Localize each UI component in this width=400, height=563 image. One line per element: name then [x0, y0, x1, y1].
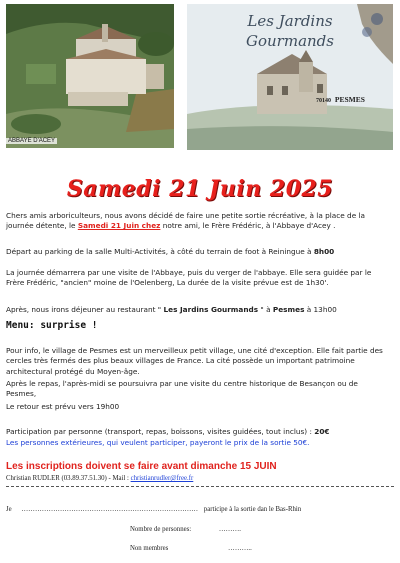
departure-time: 8h00 [313, 247, 335, 256]
abbey-photo [6, 4, 174, 148]
intro-paragraph [6, 211, 390, 232]
lunch-paragraph [6, 305, 390, 315]
form-name-field[interactable]: …………………………………………………………………… [21, 506, 199, 513]
afternoon-paragraph: Après le repas, l'après-midi se poursuivra par une visite du centre historique de Besançon ou de Pesmes, [6, 379, 358, 399]
contact-line [6, 475, 193, 482]
externals-line: Les personnes extérieures, qui veulent participer, payeront le prix de la sortie 50€. [6, 438, 310, 447]
departure-paragraph [6, 247, 390, 257]
form-je-suffix: participe à la sortie dan le Bas-Rhin [203, 506, 302, 513]
form-persons-row [130, 526, 241, 533]
lunch-town: Pesmes [272, 305, 305, 314]
abbey-caption: ABBAYE D'ACEY [8, 138, 56, 144]
form-nonmembers-field[interactable]: ……….. [228, 545, 252, 552]
pesmes-label [316, 95, 365, 104]
lunch-place: Les Jardins Gourmands [163, 305, 259, 314]
cut-line-divider [6, 486, 394, 487]
lunch-text-c: à 13h00 [304, 305, 337, 314]
participation-text: Participation par personne (transport, repas, boissons, visites guidées, tout inclus) : [6, 427, 315, 436]
pesmes-zip: 70140 [316, 98, 331, 104]
restaurant-title-line1: Les Jardins [247, 12, 333, 30]
registration-deadline: Les inscriptions doivent se faire avant dimanche 15 JUIN [6, 461, 277, 472]
visit-paragraph: La journée démarrera par une visite de l'Abbaye, puis du verger de l'abbaye. Elle sera guidée par le Frère Frédéric, "ancien" moine de l'Oelenberg, La durée de la visite prévue est de 1h30'. [6, 268, 372, 288]
form-persons-field[interactable]: ………. [218, 526, 241, 533]
form-nonmembers-row [130, 545, 252, 552]
contact-name-phone: Christian RUDLER (03.89.37.51.30) - Mail : [6, 475, 131, 482]
lunch-text-b: " à [258, 305, 273, 314]
lunch-text-a: Après, nous irons déjeuner au restaurant " [6, 305, 164, 314]
pesmes-town: PESMES [334, 95, 365, 104]
contact-email-link[interactable]: christianrudler@free.fr [130, 475, 194, 482]
participation-line [6, 427, 390, 437]
intro-date: Samedi 21 Juin chez [77, 221, 161, 231]
form-je-label: Je [6, 506, 12, 513]
form-persons-label: Nombre de personnes: [130, 526, 192, 533]
menu-line: Menu: surprise ! [6, 320, 98, 331]
abbey-illustration [6, 4, 174, 148]
intro-text-b: notre ami, le Frère Frédéric, à l'Abbaye d'Acey . [160, 221, 336, 231]
form-nonmembers-label: Non membres [130, 545, 169, 552]
restaurant-title-line2: Gourmands [246, 32, 334, 50]
departure-text: Départ au parking de la salle Multi-Activités, à côté du terrain de foot à Reiningue à [6, 247, 314, 256]
event-title: Samedi 21 Juin 2025 [66, 176, 334, 202]
intro-text-a: Chers amis arboriculteurs, nous avons décidé de faire une petite sortie récréative, à la place de la journée détente, le [6, 211, 366, 231]
form-name-row [6, 506, 394, 513]
return-line: Le retour est prévu vers 19h00 [6, 402, 120, 411]
participation-price: 20€ [314, 427, 330, 436]
info-paragraph: Pour info, le village de Pesmes est un merveilleux petit village, une cité d'exception. Elle fait partie des cercles très fermés des plus beaux villages de France. La cité possède un important patrimoine architectural protégé du Moyen-âge. [6, 346, 383, 376]
